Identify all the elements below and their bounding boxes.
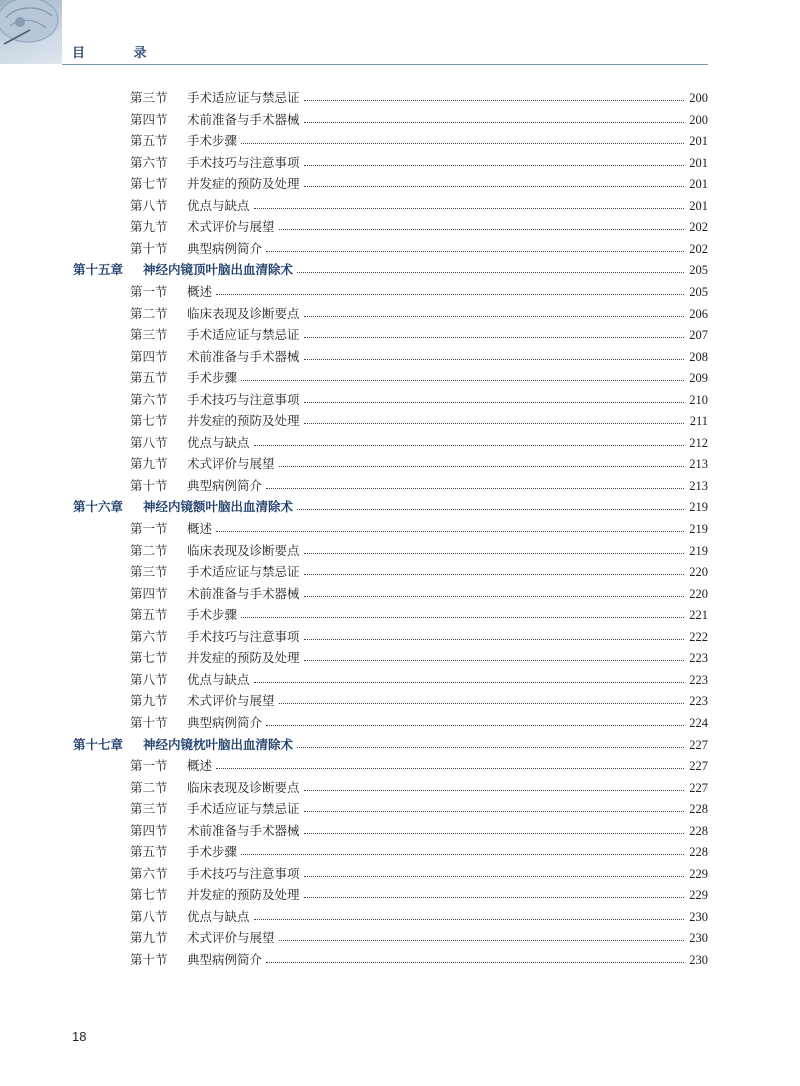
toc-chapter-row[interactable]: [0, 735, 800, 755]
section-title: 典型病例简介: [187, 476, 264, 496]
dot-leader: [304, 553, 684, 554]
section-title: 手术技巧与注意事项: [187, 627, 302, 647]
page-ref: 201: [689, 134, 708, 149]
page-ref: 209: [689, 371, 708, 386]
dot-leader: [304, 897, 684, 898]
section-label: 第五节: [130, 844, 168, 860]
dot-leader: [297, 747, 684, 748]
toc-section-row[interactable]: [0, 476, 800, 496]
dot-leader: [241, 380, 684, 381]
section-title: 术前准备与手术器械: [187, 347, 302, 367]
toc-section-row[interactable]: [0, 347, 800, 367]
toc-section-row[interactable]: [0, 584, 800, 604]
toc-section-row[interactable]: [0, 153, 800, 173]
section-title: 术式评价与展望: [187, 217, 277, 237]
page-ref: 227: [689, 737, 708, 752]
chapter-title: 神经内镜枕叶脑出血清除术: [143, 735, 295, 755]
toc-section-row[interactable]: [0, 325, 800, 345]
toc-section-row[interactable]: [0, 196, 800, 216]
dot-leader: [254, 919, 684, 920]
section-label: 第九节: [130, 693, 168, 709]
dot-leader: [304, 790, 684, 791]
section-title: 手术技巧与注意事项: [187, 864, 302, 884]
toc-section-row[interactable]: [0, 885, 800, 905]
section-label: 第七节: [130, 650, 168, 666]
section-title: 并发症的预防及处理: [187, 648, 302, 668]
toc-section-row[interactable]: [0, 605, 800, 625]
section-title: 手术步骤: [187, 605, 239, 625]
page-ref: 221: [689, 608, 708, 623]
section-title: 优点与缺点: [187, 433, 252, 453]
page-ref: 223: [689, 672, 708, 687]
dot-leader: [304, 316, 684, 317]
dot-leader: [279, 703, 684, 704]
section-label: 第三节: [130, 801, 168, 817]
toc-section-row[interactable]: [0, 454, 800, 474]
section-title: 手术适应证与禁忌证: [187, 325, 302, 345]
page-ref: 230: [689, 909, 708, 924]
page-ref: 211: [689, 414, 708, 429]
section-label: 第六节: [130, 628, 168, 644]
section-label: 第八节: [130, 434, 168, 450]
section-label: 第一节: [130, 283, 168, 299]
section-label: 第四节: [130, 111, 168, 127]
toc-section-row[interactable]: [0, 864, 800, 884]
section-label: 第四节: [130, 348, 168, 364]
page-ref: 229: [689, 888, 708, 903]
section-label: 第五节: [130, 607, 168, 623]
section-label: 第二节: [130, 542, 168, 558]
section-label: 第五节: [130, 370, 168, 386]
section-title: 临床表现及诊断要点: [187, 541, 302, 561]
section-label: 第九节: [130, 219, 168, 235]
toc-section-row[interactable]: [0, 541, 800, 561]
chapter-title: 神经内镜顶叶脑出血清除术: [143, 260, 295, 280]
section-title: 术式评价与展望: [187, 928, 277, 948]
section-label: 第八节: [130, 908, 168, 924]
section-title: 并发症的预防及处理: [187, 411, 302, 431]
toc-section-row[interactable]: [0, 821, 800, 841]
page-number: 18: [72, 1029, 87, 1044]
section-label: 第九节: [130, 456, 168, 472]
section-title: 手术适应证与禁忌证: [187, 88, 302, 108]
page-ref: 220: [689, 565, 708, 580]
page-ref: 230: [689, 953, 708, 967]
dot-leader: [297, 272, 684, 273]
brain-emblem-icon: [0, 0, 62, 64]
toc-section-row[interactable]: [0, 390, 800, 410]
section-title: 术前准备与手术器械: [187, 110, 302, 130]
page-ref: 207: [689, 328, 708, 343]
page-ref: 201: [689, 177, 708, 192]
dot-leader: [304, 100, 684, 101]
toc-section-row[interactable]: [0, 174, 800, 194]
section-title: 术式评价与展望: [187, 691, 277, 711]
dot-leader: [216, 768, 684, 769]
dot-leader: [254, 208, 684, 209]
section-title: 概述: [187, 282, 214, 302]
page-ref: 229: [689, 866, 708, 881]
section-label: 第二节: [130, 779, 168, 795]
page-ref: 202: [689, 220, 708, 235]
toc-section-row[interactable]: [0, 799, 800, 819]
chapter-label: 第十六章: [73, 499, 124, 515]
toc-section-row[interactable]: [0, 928, 800, 948]
toc-section-row[interactable]: [0, 282, 800, 302]
section-title: 手术适应证与禁忌证: [187, 562, 302, 582]
chapter-title: 神经内镜额叶脑出血清除术: [143, 497, 295, 517]
section-label: 第一节: [130, 521, 168, 536]
page-ref: 223: [689, 694, 708, 709]
section-label: 第七节: [130, 413, 168, 429]
section-title: 手术步骤: [187, 131, 239, 151]
toc-section-row[interactable]: [0, 562, 800, 582]
page-ref: 205: [689, 263, 708, 278]
section-title: 概述: [187, 756, 214, 776]
dot-leader: [241, 617, 684, 618]
page-ref: 210: [689, 392, 708, 407]
section-label: 第十节: [130, 714, 168, 730]
section-label: 第二节: [130, 305, 168, 321]
toc-section-row[interactable]: [0, 648, 800, 668]
section-title: 手术适应证与禁忌证: [187, 799, 302, 819]
toc-section-row[interactable]: [0, 756, 800, 776]
corner-emblem: [0, 0, 62, 64]
page-ref: 222: [689, 629, 708, 644]
toc-section-row[interactable]: [0, 670, 800, 690]
section-label: 第八节: [130, 671, 168, 687]
page-ref: 201: [689, 198, 708, 213]
section-title: 术式评价与展望: [187, 454, 277, 474]
section-title: 术前准备与手术器械: [187, 821, 302, 841]
dot-leader: [304, 639, 684, 640]
page-ref: 219: [689, 500, 708, 515]
dot-leader: [266, 251, 684, 252]
page-ref: 213: [689, 478, 708, 493]
dot-leader: [216, 531, 684, 532]
section-title: 手术步骤: [187, 842, 239, 862]
section-label: 第三节: [130, 327, 168, 343]
dot-leader: [279, 940, 684, 941]
dot-leader: [266, 488, 684, 489]
page-ref: 230: [689, 931, 708, 946]
dot-leader: [304, 596, 684, 597]
page-ref: 228: [689, 845, 708, 860]
dot-leader: [279, 229, 684, 230]
section-label: 第四节: [130, 822, 168, 838]
dot-leader: [241, 143, 684, 144]
toc-section-row[interactable]: [0, 842, 800, 862]
page-ref: 228: [689, 823, 708, 838]
toc-chapter-row[interactable]: [0, 260, 800, 280]
section-title: 典型病例简介: [187, 239, 264, 259]
dot-leader: [266, 725, 684, 726]
section-label: 第四节: [130, 585, 168, 601]
section-label: 第六节: [130, 154, 168, 170]
dot-leader: [304, 402, 684, 403]
toc-section-row[interactable]: [0, 131, 800, 151]
section-label: 第七节: [130, 176, 168, 192]
section-label: 第三节: [130, 564, 168, 580]
dot-leader: [304, 833, 684, 834]
dot-leader: [297, 509, 684, 510]
toc-section-row[interactable]: [0, 691, 800, 711]
dot-leader: [216, 294, 684, 295]
dot-leader: [304, 186, 684, 187]
dot-leader: [304, 574, 684, 575]
page-ref: 227: [689, 780, 708, 795]
toc-section-row[interactable]: [0, 88, 800, 108]
page-ref: 213: [689, 457, 708, 472]
dot-leader: [304, 359, 684, 360]
section-title: 临床表现及诊断要点: [187, 778, 302, 798]
toc-section-row[interactable]: [0, 411, 800, 431]
page-ref: 201: [689, 155, 708, 170]
toc-section-row[interactable]: [0, 110, 800, 130]
header-rule: [62, 64, 708, 65]
section-title: 优点与缺点: [187, 670, 252, 690]
toc-section-row[interactable]: [0, 433, 800, 453]
page-ref: 224: [689, 715, 708, 730]
section-label: 第五节: [130, 133, 168, 149]
dot-leader: [279, 466, 684, 467]
toc-section-row[interactable]: [0, 368, 800, 388]
dot-leader: [304, 165, 684, 166]
page-ref: 223: [689, 651, 708, 666]
dot-leader: [304, 122, 684, 123]
section-label: 第七节: [130, 887, 168, 903]
section-label: 第六节: [130, 391, 168, 407]
section-label: 第八节: [130, 197, 168, 213]
section-title: 并发症的预防及处理: [187, 885, 302, 905]
section-title: 术前准备与手术器械: [187, 584, 302, 604]
page-ref: 202: [689, 241, 708, 256]
section-label: 第三节: [130, 90, 168, 105]
dot-leader: [304, 660, 684, 661]
section-title: 手术步骤: [187, 368, 239, 388]
page-ref: 212: [689, 435, 708, 450]
toc-section-row[interactable]: [0, 627, 800, 647]
section-title: 并发症的预防及处理: [187, 174, 302, 194]
toc-chapter-row[interactable]: [0, 497, 800, 517]
toc-section-row[interactable]: [0, 217, 800, 237]
section-label: 第十节: [130, 240, 168, 256]
dot-leader: [254, 445, 684, 446]
dot-leader: [266, 962, 684, 963]
section-title: 典型病例简介: [187, 713, 264, 733]
toc-section-row[interactable]: [0, 950, 800, 970]
section-label: 第九节: [130, 930, 168, 946]
section-label: 第十节: [130, 952, 168, 967]
toc-section-row[interactable]: [0, 713, 800, 733]
section-title: 概述: [187, 519, 214, 539]
section-label: 第六节: [130, 865, 168, 881]
page-ref: 219: [689, 543, 708, 558]
toc-section-row[interactable]: [0, 907, 800, 927]
section-title: 典型病例简介: [187, 950, 264, 970]
dot-leader: [304, 337, 684, 338]
toc-section-row[interactable]: [0, 239, 800, 259]
toc-section-row[interactable]: [0, 778, 800, 798]
page-ref: 228: [689, 802, 708, 817]
page-ref: 219: [689, 522, 708, 536]
chapter-label: 第十七章: [73, 736, 124, 752]
page-ref: 227: [689, 759, 708, 774]
dot-leader: [254, 682, 684, 683]
dot-leader: [304, 876, 684, 877]
page-ref: 220: [689, 586, 708, 601]
toc-section-row[interactable]: [0, 519, 800, 539]
section-title: 手术技巧与注意事项: [187, 153, 302, 173]
header-title: 目 录: [72, 46, 169, 61]
section-title: 优点与缺点: [187, 196, 252, 216]
page-ref: 208: [689, 349, 708, 364]
dot-leader: [241, 854, 684, 855]
chapter-label: 第十五章: [73, 262, 124, 278]
dot-leader: [304, 811, 684, 812]
dot-leader: [304, 423, 684, 424]
section-label: 第一节: [130, 758, 168, 774]
section-title: 手术技巧与注意事项: [187, 390, 302, 410]
page-ref: 200: [689, 112, 708, 127]
page-ref: 205: [689, 284, 708, 299]
section-title: 优点与缺点: [187, 907, 252, 927]
page-ref: 200: [689, 91, 708, 105]
toc-section-row[interactable]: [0, 304, 800, 324]
section-title: 临床表现及诊断要点: [187, 304, 302, 324]
page-ref: 206: [689, 306, 708, 321]
section-label: 第十节: [130, 477, 168, 493]
